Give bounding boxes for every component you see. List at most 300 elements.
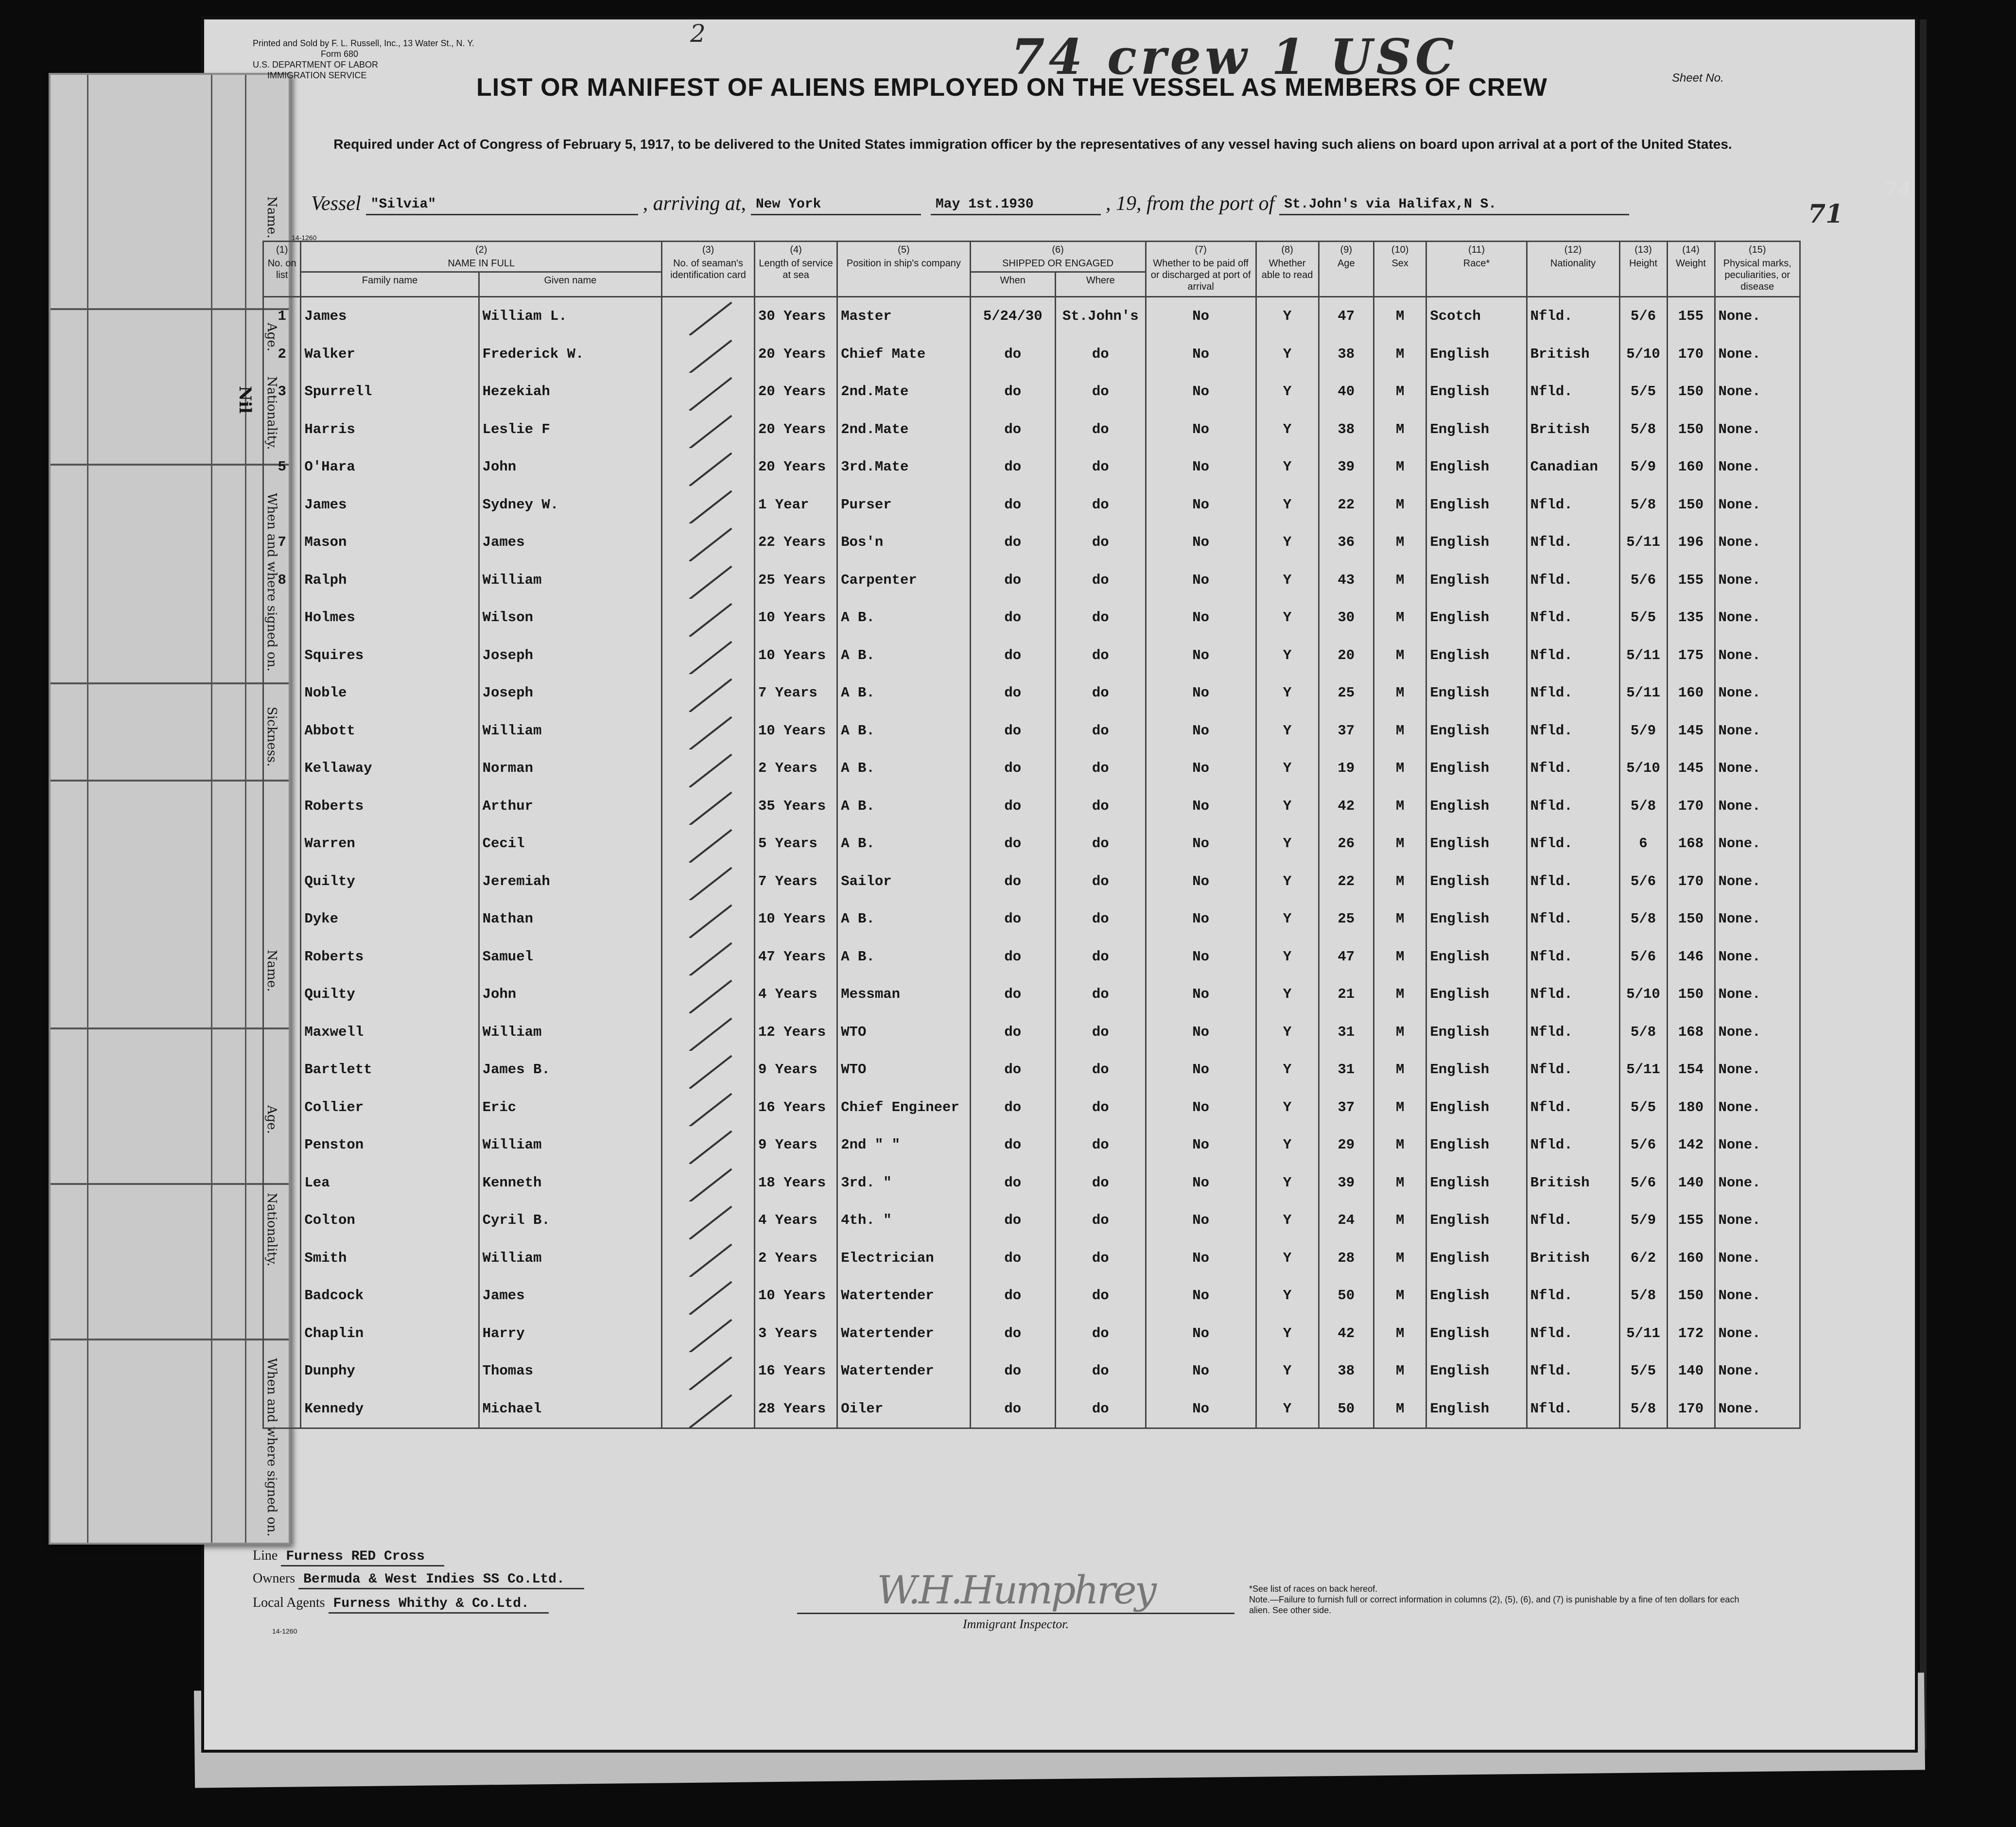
shipped-where: St.John's bbox=[1055, 297, 1146, 335]
weight: 160 bbox=[1667, 448, 1715, 486]
service-length: 7 Years bbox=[754, 863, 837, 901]
header-when: When bbox=[970, 272, 1055, 297]
family-name: Roberts bbox=[301, 787, 479, 825]
table-row bbox=[263, 523, 1800, 561]
age: 39 bbox=[1319, 1164, 1373, 1202]
nationality: Nfld. bbox=[1527, 1352, 1619, 1390]
able-to-read: Y bbox=[1256, 335, 1319, 373]
height: 5/5 bbox=[1619, 1352, 1667, 1390]
service-length: 20 Years bbox=[754, 335, 837, 373]
table-row bbox=[263, 975, 1800, 1013]
check-mark-icon bbox=[689, 1093, 732, 1126]
table-row bbox=[263, 373, 1800, 411]
flap-label-nationality-2: Nationality. bbox=[264, 1193, 279, 1267]
table-row bbox=[263, 1390, 1800, 1428]
able-to-read: Y bbox=[1256, 674, 1319, 712]
height: 5/8 bbox=[1619, 1013, 1667, 1051]
side-flap bbox=[49, 73, 291, 1545]
nationality: Nfld. bbox=[1527, 561, 1619, 599]
shipped-when: do bbox=[970, 975, 1055, 1013]
given-name: James B. bbox=[479, 1051, 662, 1089]
able-to-read: Y bbox=[1256, 825, 1319, 863]
row-number bbox=[263, 1239, 301, 1277]
given-name: James bbox=[479, 1277, 662, 1315]
row-number: 3 bbox=[263, 373, 301, 411]
service-length: 16 Years bbox=[754, 1352, 837, 1390]
race: English bbox=[1426, 1126, 1527, 1164]
age: 38 bbox=[1319, 335, 1373, 373]
arriving-label: , arriving at, bbox=[643, 192, 746, 215]
nationality: Nfld. bbox=[1527, 1390, 1619, 1428]
able-to-read: Y bbox=[1256, 1239, 1319, 1277]
family-name: Squires bbox=[301, 637, 479, 675]
able-to-read: Y bbox=[1256, 1089, 1319, 1127]
family-name: Kellaway bbox=[301, 749, 479, 787]
position: 2nd.Mate bbox=[837, 411, 970, 449]
paid-off: No bbox=[1146, 297, 1256, 335]
paid-off: No bbox=[1146, 448, 1256, 486]
family-name: Walker bbox=[301, 335, 479, 373]
header-paid-off: (7) Whether to be paid off or discharged at port of arrival bbox=[1146, 242, 1256, 297]
shipped-where: do bbox=[1055, 1089, 1146, 1127]
table-row bbox=[263, 297, 1800, 335]
weight: 168 bbox=[1667, 1013, 1715, 1051]
table-row bbox=[263, 787, 1800, 825]
row-number bbox=[263, 1013, 301, 1051]
flap-label-when-where: When and where signed on. bbox=[264, 493, 279, 672]
row-number bbox=[263, 900, 301, 938]
shipped-when: do bbox=[970, 1390, 1055, 1428]
sex: M bbox=[1374, 448, 1426, 486]
id-card-mark bbox=[662, 599, 755, 637]
header-shipped-engaged: (6) SHIPPED OR ENGAGED bbox=[970, 242, 1146, 272]
able-to-read: Y bbox=[1256, 411, 1319, 449]
position: Watertender bbox=[837, 1277, 970, 1315]
physical-marks: None. bbox=[1715, 1239, 1800, 1277]
family-name: Noble bbox=[301, 674, 479, 712]
race: Scotch bbox=[1426, 297, 1527, 335]
position: Watertender bbox=[837, 1315, 970, 1353]
check-mark-icon bbox=[689, 339, 732, 373]
given-name: Hezekiah bbox=[479, 373, 662, 411]
shipped-when: do bbox=[970, 938, 1055, 976]
age: 38 bbox=[1319, 411, 1373, 449]
family-name: Lea bbox=[301, 1164, 479, 1202]
shipped-where: do bbox=[1055, 637, 1146, 675]
paid-off: No bbox=[1146, 1164, 1256, 1202]
table-row bbox=[263, 448, 1800, 486]
voyage-line bbox=[311, 192, 1832, 215]
shipped-where: do bbox=[1055, 863, 1146, 901]
family-name: James bbox=[301, 486, 479, 524]
shipped-where: do bbox=[1055, 1201, 1146, 1239]
service-length: 9 Years bbox=[754, 1126, 837, 1164]
given-name: Leslie F bbox=[479, 411, 662, 449]
shipped-where: do bbox=[1055, 523, 1146, 561]
shipped-where: do bbox=[1055, 599, 1146, 637]
race: English bbox=[1426, 712, 1527, 750]
position: 3rd. " bbox=[837, 1164, 970, 1202]
age: 31 bbox=[1319, 1051, 1373, 1089]
position: Carpenter bbox=[837, 561, 970, 599]
page-subtitle: Required under Act of Congress of February 5, 1917, to be delivered to the United States immigration officer by the representatives of any vessel having such aliens on board upon arrival at a port of the United States. bbox=[333, 137, 1732, 152]
nationality: Nfld. bbox=[1527, 674, 1619, 712]
header-able-to-read: (8) Whether able to read bbox=[1256, 242, 1319, 297]
row-number bbox=[263, 1126, 301, 1164]
position: 2nd.Mate bbox=[837, 373, 970, 411]
check-mark-icon bbox=[689, 565, 732, 599]
service-length: 22 Years bbox=[754, 523, 837, 561]
weight: 155 bbox=[1667, 561, 1715, 599]
able-to-read: Y bbox=[1256, 637, 1319, 675]
check-mark-icon bbox=[689, 1281, 732, 1315]
able-to-read: Y bbox=[1256, 523, 1319, 561]
position: A B. bbox=[837, 599, 970, 637]
row-number bbox=[263, 975, 301, 1013]
sex: M bbox=[1374, 335, 1426, 373]
shipped-where: do bbox=[1055, 938, 1146, 976]
shipped-when: do bbox=[970, 637, 1055, 675]
paid-off: No bbox=[1146, 674, 1256, 712]
paid-off: No bbox=[1146, 712, 1256, 750]
check-mark-icon bbox=[689, 942, 732, 975]
weight: 196 bbox=[1667, 523, 1715, 561]
service-length: 20 Years bbox=[754, 448, 837, 486]
height: 5/11 bbox=[1619, 674, 1667, 712]
flap-label-sickness: Sickness. bbox=[264, 707, 279, 767]
vessel-value: "Silvia" bbox=[366, 197, 638, 215]
weight: 170 bbox=[1667, 335, 1715, 373]
service-length: 30 Years bbox=[754, 297, 837, 335]
position: A B. bbox=[837, 749, 970, 787]
race: English bbox=[1426, 1013, 1527, 1051]
weight: 160 bbox=[1667, 1239, 1715, 1277]
id-card-mark bbox=[662, 335, 755, 373]
physical-marks: None. bbox=[1715, 1051, 1800, 1089]
check-mark-icon bbox=[689, 791, 732, 825]
paid-off: No bbox=[1146, 900, 1256, 938]
table-row bbox=[263, 863, 1800, 901]
sex: M bbox=[1374, 373, 1426, 411]
age: 20 bbox=[1319, 637, 1373, 675]
family-name: Spurrell bbox=[301, 373, 479, 411]
row-number bbox=[263, 1201, 301, 1239]
given-name: Norman bbox=[479, 749, 662, 787]
position: 4th. " bbox=[837, 1201, 970, 1239]
row-number bbox=[263, 749, 301, 787]
given-name: Frederick W. bbox=[479, 335, 662, 373]
nationality: Nfld. bbox=[1527, 712, 1619, 750]
age: 39 bbox=[1319, 448, 1373, 486]
table-row bbox=[263, 1013, 1800, 1051]
race: English bbox=[1426, 448, 1527, 486]
id-card-mark bbox=[662, 1315, 755, 1353]
footnote: *See list of races on back hereof. Note.—Failure to furnish full or correct information in columns (2), (5), (6), and (7) is punishable by a fine of ten dollars for each alien. See other side. bbox=[1249, 1584, 1739, 1615]
header-no-on-list: (1) No. on list bbox=[263, 242, 301, 297]
able-to-read: Y bbox=[1256, 448, 1319, 486]
age: 38 bbox=[1319, 1352, 1373, 1390]
check-mark-icon bbox=[689, 1357, 732, 1390]
position: Bos'n bbox=[837, 523, 970, 561]
race: English bbox=[1426, 486, 1527, 524]
handwritten-crew-note: 74 crew 1 USC bbox=[1011, 28, 1458, 86]
family-name: Warren bbox=[301, 825, 479, 863]
family-name: Collier bbox=[301, 1089, 479, 1127]
weight: 155 bbox=[1667, 1201, 1715, 1239]
shipped-when: do bbox=[970, 1051, 1055, 1089]
given-name: Arthur bbox=[479, 787, 662, 825]
weight: 145 bbox=[1667, 712, 1715, 750]
service-length: 10 Years bbox=[754, 637, 837, 675]
given-name: John bbox=[479, 448, 662, 486]
physical-marks: None. bbox=[1715, 373, 1800, 411]
race: English bbox=[1426, 1201, 1527, 1239]
race: English bbox=[1426, 1239, 1527, 1277]
physical-marks: None. bbox=[1715, 1390, 1800, 1428]
given-name: Kenneth bbox=[479, 1164, 662, 1202]
service-length: 7 Years bbox=[754, 674, 837, 712]
able-to-read: Y bbox=[1256, 1352, 1319, 1390]
weight: 145 bbox=[1667, 749, 1715, 787]
weight: 150 bbox=[1667, 1277, 1715, 1315]
sex: M bbox=[1374, 825, 1426, 863]
race: English bbox=[1426, 1390, 1527, 1428]
shipped-when: do bbox=[970, 411, 1055, 449]
given-name: Michael bbox=[479, 1390, 662, 1428]
weight: 135 bbox=[1667, 599, 1715, 637]
paid-off: No bbox=[1146, 335, 1256, 373]
able-to-read: Y bbox=[1256, 1390, 1319, 1428]
check-mark-icon bbox=[689, 1131, 732, 1164]
given-name: Harry bbox=[479, 1315, 662, 1353]
physical-marks: None. bbox=[1715, 900, 1800, 938]
id-card-mark bbox=[662, 373, 755, 411]
edge-number-74: 74 bbox=[1883, 177, 1912, 201]
flap-label-nationality: Nationality. bbox=[264, 376, 279, 450]
able-to-read: Y bbox=[1256, 863, 1319, 901]
service-length: 1 Year bbox=[754, 486, 837, 524]
row-number bbox=[263, 1164, 301, 1202]
paid-off: No bbox=[1146, 599, 1256, 637]
position: A B. bbox=[837, 637, 970, 675]
paid-off: No bbox=[1146, 411, 1256, 449]
height: 5/6 bbox=[1619, 1126, 1667, 1164]
header-position: (5) Position in ship's company bbox=[837, 242, 970, 297]
able-to-read: Y bbox=[1256, 900, 1319, 938]
paid-off: No bbox=[1146, 975, 1256, 1013]
sex: M bbox=[1374, 1164, 1426, 1202]
nationality: Nfld. bbox=[1527, 1051, 1619, 1089]
table-row bbox=[263, 749, 1800, 787]
given-name: Samuel bbox=[479, 938, 662, 976]
position: A B. bbox=[837, 674, 970, 712]
id-card-mark bbox=[662, 938, 755, 976]
race: English bbox=[1426, 975, 1527, 1013]
weight: 150 bbox=[1667, 975, 1715, 1013]
row-number: 1 bbox=[263, 297, 301, 335]
physical-marks: None. bbox=[1715, 863, 1800, 901]
inspector-signature: W.H.Humphrey bbox=[877, 1567, 1155, 1613]
table-row bbox=[263, 1239, 1800, 1277]
height: 5/11 bbox=[1619, 637, 1667, 675]
shipped-where: do bbox=[1055, 1013, 1146, 1051]
family-name: Dyke bbox=[301, 900, 479, 938]
age: 30 bbox=[1319, 599, 1373, 637]
able-to-read: Y bbox=[1256, 1277, 1319, 1315]
check-mark-icon bbox=[689, 415, 732, 448]
service-length: 9 Years bbox=[754, 1051, 837, 1089]
row-number bbox=[263, 712, 301, 750]
vessel-label: Vessel bbox=[311, 192, 361, 215]
family-name: Smith bbox=[301, 1239, 479, 1277]
physical-marks: None. bbox=[1715, 1201, 1800, 1239]
able-to-read: Y bbox=[1256, 938, 1319, 976]
physical-marks: None. bbox=[1715, 1164, 1800, 1202]
shipped-where: do bbox=[1055, 975, 1146, 1013]
shipped-where: do bbox=[1055, 335, 1146, 373]
age: 47 bbox=[1319, 297, 1373, 335]
family-name: Maxwell bbox=[301, 1013, 479, 1051]
weight: 170 bbox=[1667, 787, 1715, 825]
row-number bbox=[263, 674, 301, 712]
check-mark-icon bbox=[689, 490, 732, 523]
nationality: Nfld. bbox=[1527, 1315, 1619, 1353]
paid-off: No bbox=[1146, 1051, 1256, 1089]
position: Master bbox=[837, 297, 970, 335]
weight: 180 bbox=[1667, 1089, 1715, 1127]
height: 5/8 bbox=[1619, 1277, 1667, 1315]
id-card-mark bbox=[662, 1126, 755, 1164]
age: 43 bbox=[1319, 561, 1373, 599]
physical-marks: None. bbox=[1715, 787, 1800, 825]
height: 5/6 bbox=[1619, 297, 1667, 335]
able-to-read: Y bbox=[1256, 1051, 1319, 1089]
race: English bbox=[1426, 900, 1527, 938]
able-to-read: Y bbox=[1256, 297, 1319, 335]
height: 5/6 bbox=[1619, 863, 1667, 901]
weight: 172 bbox=[1667, 1315, 1715, 1353]
printer-info: Printed and Sold by F. L. Russell, Inc., 13 Water St., N. Y. Form 680 U.S. DEPARTMENT OF LABOR IMMIGRATION SERVICE bbox=[253, 38, 474, 80]
nationality: Nfld. bbox=[1527, 1126, 1619, 1164]
physical-marks: None. bbox=[1715, 1315, 1800, 1353]
shipped-where: do bbox=[1055, 712, 1146, 750]
family-name: Kennedy bbox=[301, 1390, 479, 1428]
header-nationality: (12) Nationality bbox=[1527, 242, 1619, 297]
given-name: William L. bbox=[479, 297, 662, 335]
paid-off: No bbox=[1146, 373, 1256, 411]
weight: 160 bbox=[1667, 674, 1715, 712]
physical-marks: None. bbox=[1715, 712, 1800, 750]
id-card-mark bbox=[662, 825, 755, 863]
physical-marks: None. bbox=[1715, 749, 1800, 787]
age: 22 bbox=[1319, 486, 1373, 524]
header-physical-marks: (15) Physical marks, peculiarities, or disease bbox=[1715, 242, 1800, 297]
nationality: Nfld. bbox=[1527, 486, 1619, 524]
race: English bbox=[1426, 335, 1527, 373]
shipped-where: do bbox=[1055, 561, 1146, 599]
weight: 170 bbox=[1667, 1390, 1715, 1428]
height: 5/11 bbox=[1619, 1051, 1667, 1089]
check-mark-icon bbox=[689, 377, 732, 411]
physical-marks: None. bbox=[1715, 335, 1800, 373]
height: 5/5 bbox=[1619, 1089, 1667, 1127]
given-name: Thomas bbox=[479, 1352, 662, 1390]
crew-table bbox=[262, 241, 1801, 1429]
height: 5/5 bbox=[1619, 373, 1667, 411]
id-card-mark bbox=[662, 448, 755, 486]
shipped-where: do bbox=[1055, 674, 1146, 712]
race: English bbox=[1426, 787, 1527, 825]
service-length: 2 Years bbox=[754, 749, 837, 787]
physical-marks: None. bbox=[1715, 1013, 1800, 1051]
sex: M bbox=[1374, 749, 1426, 787]
paid-off: No bbox=[1146, 561, 1256, 599]
row-number bbox=[263, 1051, 301, 1089]
paid-off: No bbox=[1146, 1201, 1256, 1239]
age: 42 bbox=[1319, 787, 1373, 825]
paid-off: No bbox=[1146, 938, 1256, 976]
age: 50 bbox=[1319, 1277, 1373, 1315]
flap-label-age: Age. bbox=[264, 323, 279, 352]
from-port-label: , from the port of bbox=[1136, 192, 1275, 215]
table-row bbox=[263, 1051, 1800, 1089]
able-to-read: Y bbox=[1256, 1201, 1319, 1239]
race: English bbox=[1426, 411, 1527, 449]
position: 3rd.Mate bbox=[837, 448, 970, 486]
able-to-read: Y bbox=[1256, 749, 1319, 787]
service-length: 18 Years bbox=[754, 1164, 837, 1202]
weight: 150 bbox=[1667, 900, 1715, 938]
sex: M bbox=[1374, 674, 1426, 712]
row-number bbox=[263, 599, 301, 637]
shipped-when: do bbox=[970, 900, 1055, 938]
agents-value: Furness Whithy & Co.Ltd. bbox=[329, 1596, 549, 1614]
header-weight: (14) Weight bbox=[1667, 242, 1715, 297]
table-row bbox=[263, 1089, 1800, 1127]
paid-off: No bbox=[1146, 1277, 1256, 1315]
physical-marks: None. bbox=[1715, 938, 1800, 976]
paid-off: No bbox=[1146, 1390, 1256, 1428]
flap-label-age-2: Age. bbox=[264, 1105, 279, 1134]
height: 6 bbox=[1619, 825, 1667, 863]
nationality: Nfld. bbox=[1527, 297, 1619, 335]
given-name: Joseph bbox=[479, 637, 662, 675]
service-length: 3 Years bbox=[754, 1315, 837, 1353]
age: 36 bbox=[1319, 523, 1373, 561]
given-name: William bbox=[479, 561, 662, 599]
row-number bbox=[263, 825, 301, 863]
position: A B. bbox=[837, 938, 970, 976]
inspector-label: Immigrant Inspector. bbox=[797, 1613, 1234, 1632]
sex: M bbox=[1374, 1126, 1426, 1164]
height: 5/8 bbox=[1619, 787, 1667, 825]
header-where: Where bbox=[1055, 272, 1146, 297]
check-mark-icon bbox=[689, 302, 732, 335]
weight: 168 bbox=[1667, 825, 1715, 863]
age: 37 bbox=[1319, 712, 1373, 750]
physical-marks: None. bbox=[1715, 1352, 1800, 1390]
race: English bbox=[1426, 749, 1527, 787]
shipped-when: do bbox=[970, 712, 1055, 750]
height: 5/6 bbox=[1619, 561, 1667, 599]
height: 5/8 bbox=[1619, 1390, 1667, 1428]
given-name: Eric bbox=[479, 1089, 662, 1127]
sex: M bbox=[1374, 863, 1426, 901]
header-height: (13) Height bbox=[1619, 242, 1667, 297]
able-to-read: Y bbox=[1256, 1126, 1319, 1164]
physical-marks: None. bbox=[1715, 1277, 1800, 1315]
check-mark-icon bbox=[689, 716, 732, 749]
